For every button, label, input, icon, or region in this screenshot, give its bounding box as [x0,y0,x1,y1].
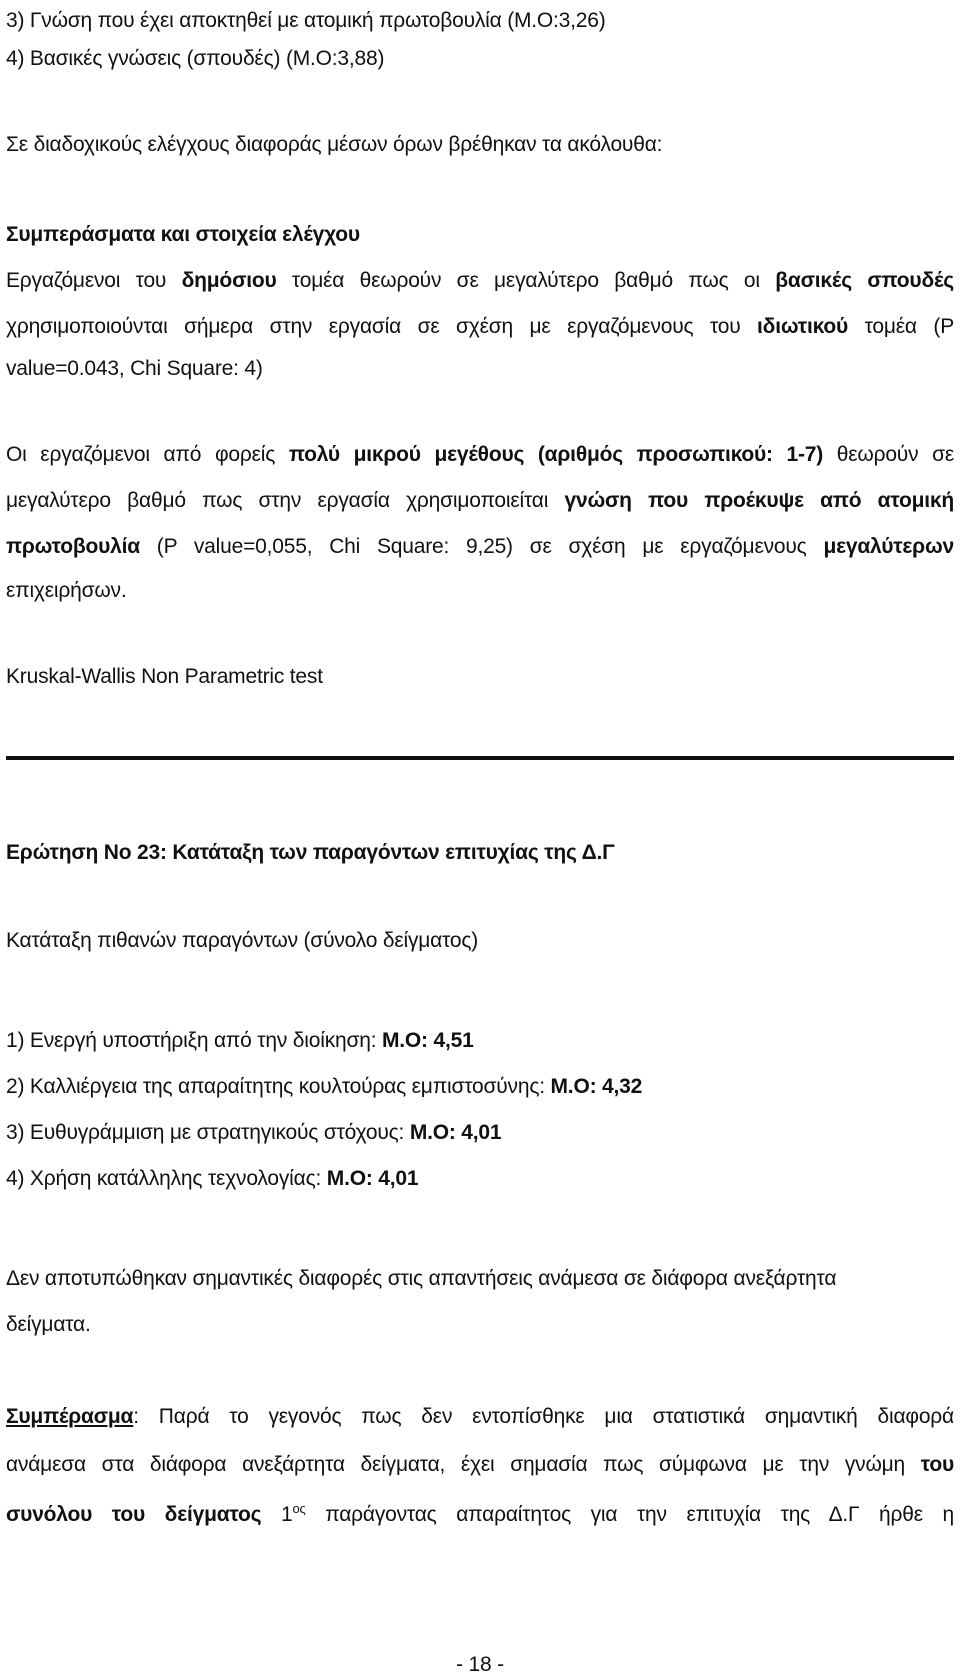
para1-line2: χρησιμοποιούνται σήμερα στην εργασία σε σχέση με εργαζόμενους του ιδιωτικού τομέα (P [6,315,954,338]
summary-line1: Συμπέρασμα: Παρά το γεγονός πως δεν εντοπίσθηκε μια στατιστικά σημαντική διαφορά [6,1405,954,1428]
para1-line1: Εργαζόμενοι του δημόσιου τομέα θεωρούν σε μεγαλύτερο βαθμό πως οι βασικές σπουδές [6,269,954,292]
intro-text: Σε διαδοχικούς ελέγχους διαφοράς μέσων όρων βρέθηκαν τα ακόλουθα: [6,133,663,156]
para1-line3: value=0.043, Chi Square: 4) [6,357,263,380]
page-number: - 18 - [456,1653,504,1676]
factor-3: 3) Ευθυγράμμιση με στρατηγικούς στόχους: Μ.Ο: 4,01 [6,1121,502,1144]
question-heading: Ερώτηση Νο 23: Κατάταξη των παραγόντων επιτυχίας της Δ.Γ [6,841,615,864]
factor-1: 1) Ενεργή υποστήριξη από την διοίκηση: Μ.Ο: 4,51 [6,1029,474,1052]
horizontal-rule [6,756,954,760]
no-diff-line1: Δεν αποτυπώθηκαν σημαντικές διαφορές στις απαντήσεις ανάμεσα σε διάφορα ανεξάρτητα [6,1267,837,1290]
para2-line3: πρωτοβουλία (P value=0,055, Chi Square: 9,25) σε σχέση με εργαζόμενους μεγαλύτερων [6,535,954,558]
test-name: Kruskal-Wallis Non Parametric test [6,665,323,688]
no-diff-line2: δείγματα. [6,1313,91,1336]
summary-line3: συνόλου του δείγματος $1^{o\varsigma}$ παράγοντας απαραίτητος για την επιτυχία της Δ.Γ ήρθε η [6,1501,954,1526]
para2-line1: Οι εργαζόμενοι από φορείς πολύ μικρού μεγέθους (αριθμός προσωπικού: 1-7) θεωρούν σε [6,443,954,466]
factor-2: 2) Καλλιέργεια της απαραίτητης κουλτούρας εμπιστοσύνης: Μ.Ο: 4,32 [6,1075,643,1098]
factor-4: 4) Χρήση κατάλληλης τεχνολογίας: Μ.Ο: 4,01 [6,1167,419,1190]
list-item-3: 3) Γνώση που έχει αποκτηθεί με ατομική πρωτοβουλία (Μ.Ο:3,26) [6,9,606,32]
conclusions-heading: Συμπεράσματα και στοιχεία ελέγχου [6,223,360,246]
ranking-title: Κατάταξη πιθανών παραγόντων (σύνολο δείγματος) [6,929,479,952]
para2-line4: επιχειρήσων. [6,579,127,602]
list-item-4: 4) Βασικές γνώσεις (σπουδές) (Μ.Ο:3,88) [6,47,385,70]
summary-line2: ανάμεσα στα διάφορα ανεξάρτητα δείγματα, έχει σημασία πως σύμφωνα με την γνώμη του [6,1453,954,1476]
para2-line2: μεγαλύτερο βαθμό πως στην εργασία χρησιμοποιείται γνώση που προέκυψε από ατομική [6,489,954,512]
